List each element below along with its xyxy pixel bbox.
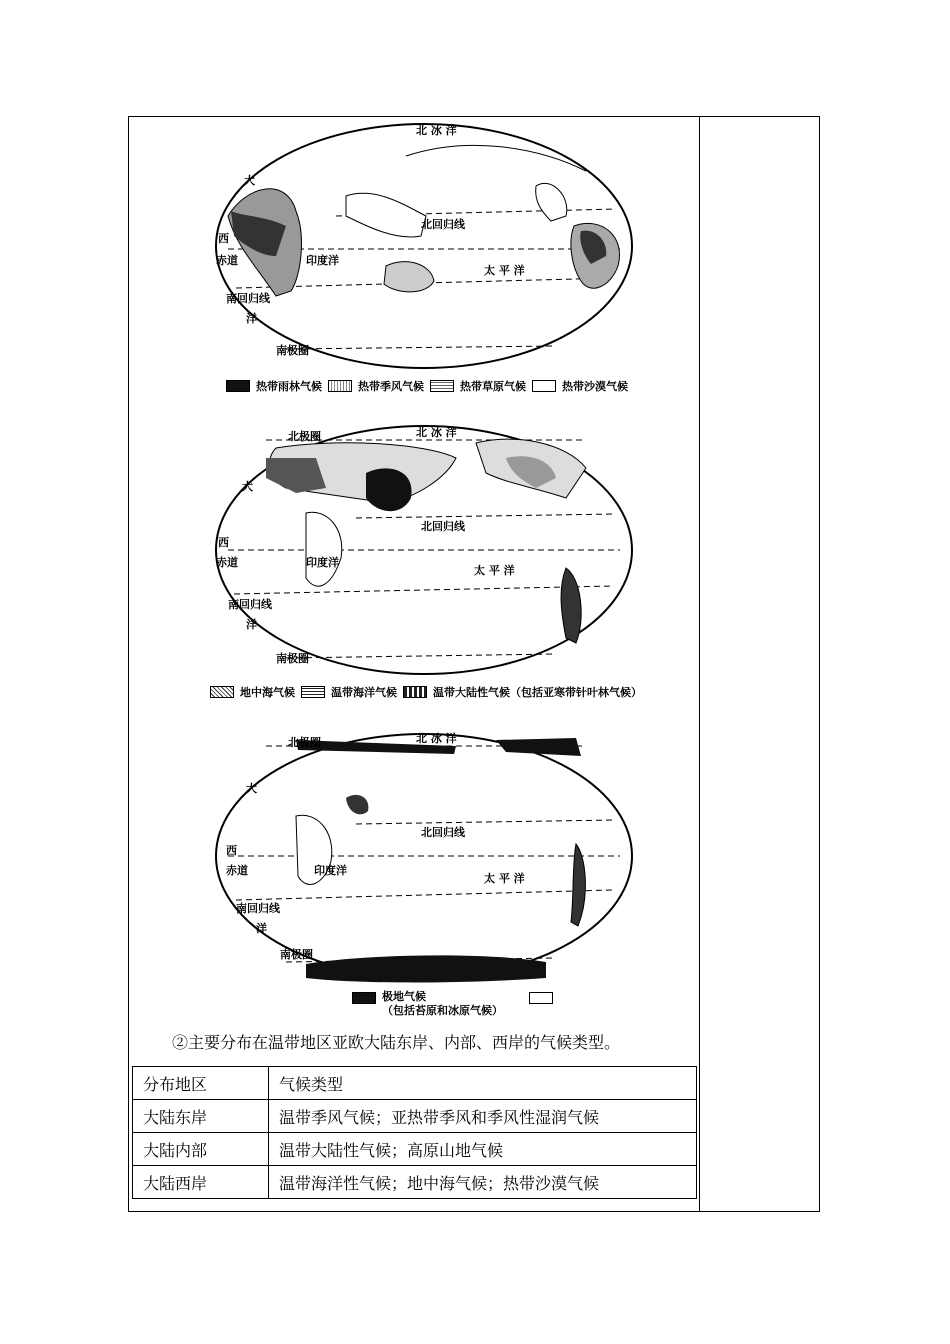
label-arctic-ocean: 北 冰 洋 [416,124,457,137]
legend-item-group [382,990,503,1018]
label-tropic-north: 北回归线 [421,218,465,231]
table-cell-climate: 温带海洋性气候；地中海气候；热带沙漠气候 [269,1166,697,1199]
label-atlantic-1: 大 [242,480,253,493]
legend-item-note: （包括苔原和冰原气候） [382,1004,503,1017]
label-arctic-circle: 北极圈 [288,430,321,443]
legend-swatch [301,686,325,698]
legend-swatch [532,380,556,392]
column-divider [699,116,700,1212]
map-tropical-climates [206,116,642,374]
legend-map3 [352,990,553,1018]
label-atlantic-2: 西 [226,844,237,857]
label-atlantic-3: 洋 [246,618,257,631]
label-tropic-south: 南回归线 [236,902,280,915]
legend-item: 热带季风气候 [358,380,424,393]
label-equator: 赤道 [226,864,248,877]
label-pacific-ocean: 太 平 洋 [474,564,515,577]
legend-item: 热带沙漠气候 [562,380,628,393]
table-cell-region: 大陆西岸 [133,1166,269,1199]
label-arctic-circle: 北极圈 [288,736,321,749]
table-row [133,1100,697,1133]
legend-item: 热带草原气候 [460,380,526,393]
legend-map1 [226,378,628,394]
legend-item: 极地气候 [382,990,426,1003]
table-cell-climate: 温带大陆性气候；高原山地气候 [269,1133,697,1166]
label-equator: 赤道 [216,254,238,267]
legend-swatch [210,686,234,698]
legend-swatch [328,380,352,392]
label-antarctic-circle: 南极圈 [276,344,309,357]
legend-item: 地中海气候 [240,686,295,699]
legend-map2 [210,684,642,700]
label-atlantic-3: 洋 [246,312,257,325]
legend-item: 温带海洋气候 [331,686,397,699]
label-indian-ocean: 印度洋 [306,556,339,569]
label-atlantic-2: 西 [218,536,229,549]
legend-swatch [529,992,553,1004]
table-cell-region: 大陆东岸 [133,1100,269,1133]
table-header-cell: 分布地区 [133,1067,269,1100]
label-antarctic-circle: 南极圈 [280,948,313,961]
label-atlantic-1: 大 [246,782,257,795]
label-atlantic-2: 西 [218,232,229,245]
map-temperate-climates [206,418,642,680]
table-row [133,1133,697,1166]
label-antarctic-circle: 南极圈 [276,652,309,665]
label-atlantic-3: 洋 [256,922,267,935]
climate-table [132,1066,697,1199]
legend-swatch [352,992,376,1004]
label-tropic-south: 南回归线 [226,292,270,305]
table-cell-region: 大陆内部 [133,1133,269,1166]
table-cell-climate: 温带季风气候；亚热带季风和季风性湿润气候 [269,1100,697,1133]
table-header-row [133,1067,697,1100]
label-equator: 赤道 [216,556,238,569]
label-pacific-ocean: 太 平 洋 [484,264,525,277]
label-tropic-south: 南回归线 [228,598,272,611]
label-tropic-north: 北回归线 [421,826,465,839]
legend-item: 热带雨林气候 [256,380,322,393]
label-arctic-ocean: 北 冰 洋 [416,732,457,745]
legend-swatch [403,686,427,698]
label-tropic-north: 北回归线 [421,520,465,533]
label-pacific-ocean: 太 平 洋 [484,872,525,885]
map-polar-climates [206,726,642,984]
table-row [133,1166,697,1199]
caption-text: ②主要分布在温带地区亚欧大陆东岸、内部、西岸的气候类型。 [172,1033,621,1052]
table-header-cell: 气候类型 [269,1067,697,1100]
label-atlantic-1: 大 [244,174,255,187]
legend-item: 温带大陆性气候（包括亚寒带针叶林气候） [433,686,642,699]
label-indian-ocean: 印度洋 [306,254,339,267]
label-indian-ocean: 印度洋 [314,864,347,877]
label-arctic-ocean: 北 冰 洋 [416,426,457,439]
legend-swatch [430,380,454,392]
legend-swatch [226,380,250,392]
